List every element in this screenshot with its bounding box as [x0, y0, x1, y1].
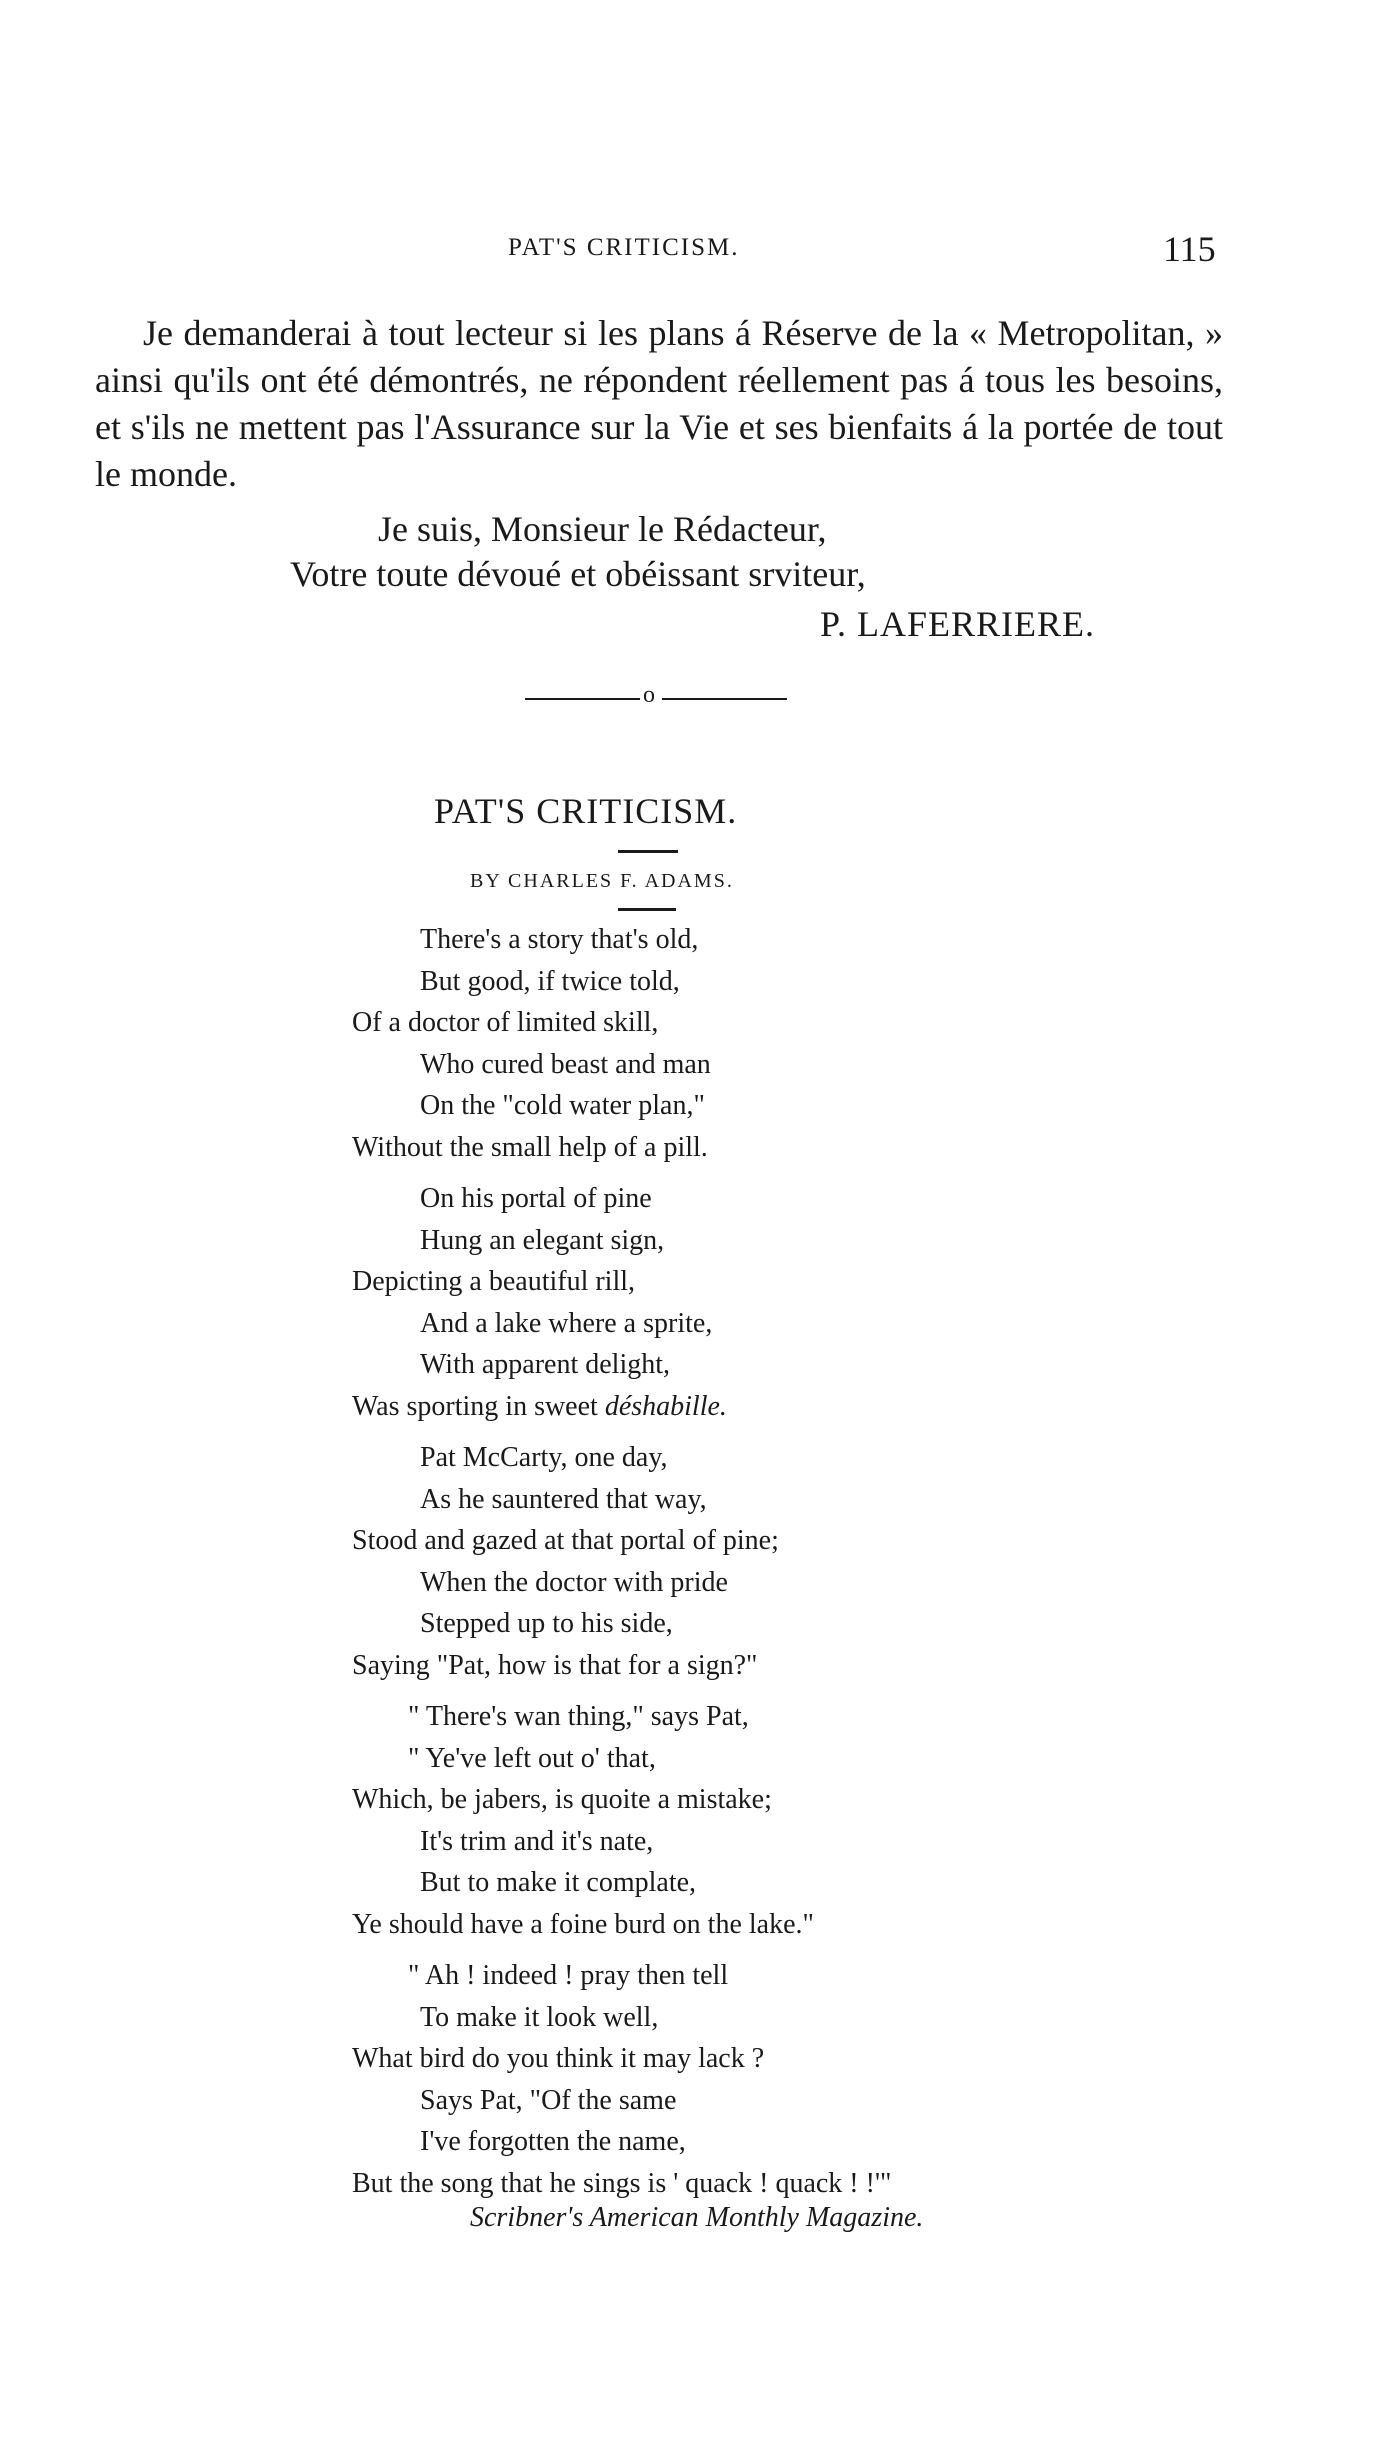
poem-line: There's a story that's old,: [420, 924, 699, 955]
poem-line: Stood and gazed at that portal of pine;: [352, 1525, 779, 1556]
poem-line: On the "cold water plan,": [420, 1090, 705, 1121]
poem-line: And a lake where a sprite,: [420, 1308, 713, 1339]
poem-line: " Ah ! indeed ! pray then tell: [408, 1960, 729, 1991]
poem-line: On his portal of pine: [420, 1183, 652, 1214]
title-rule: [618, 850, 678, 853]
running-title: PAT'S CRITICISM.: [508, 234, 740, 261]
letter-signature: P. LAFERRIERE.: [820, 604, 1096, 644]
letter-closing-salutation: Je suis, Monsieur le Rédacteur,: [378, 509, 827, 549]
poem-line: Without the small help of a pill.: [352, 1132, 708, 1163]
letter-body: [95, 310, 1223, 498]
section-separator: [525, 684, 790, 714]
poem-line: As he sauntered that way,: [420, 1484, 707, 1515]
poem-line: But good, if twice told,: [420, 966, 680, 997]
poem-line: " There's wan thing," says Pat,: [408, 1701, 749, 1732]
poem-line: But the song that he sings is ' quack ! quack ! !'": [352, 2168, 892, 2199]
poem-line: I've forgotten the name,: [420, 2126, 686, 2157]
separator-line-left: [525, 698, 640, 700]
poem-title: PAT'S CRITICISM.: [434, 791, 738, 831]
poem-line: It's trim and it's nate,: [420, 1826, 654, 1857]
poem-line: Was sporting in sweet déshabille.: [352, 1391, 727, 1422]
poem-line: Who cured beast and man: [420, 1049, 711, 1080]
letter-closing-formula: Votre toute dévoué et obéissant srviteur,: [290, 554, 866, 594]
poem-line: Of a doctor of limited skill,: [352, 1007, 659, 1038]
poem-line: When the doctor with pride: [420, 1567, 728, 1598]
byline-rule: [618, 908, 676, 911]
separator-line-right: [662, 698, 787, 700]
separator-mark: o: [643, 682, 655, 708]
poem-line: Stepped up to his side,: [420, 1608, 673, 1639]
page-number: 115: [1163, 229, 1216, 269]
poem-attribution: Scribner's American Monthly Magazine.: [470, 2202, 924, 2233]
poem-line: Saying "Pat, how is that for a sign?": [352, 1650, 758, 1681]
poem-line: Says Pat, "Of the same: [420, 2085, 677, 2116]
poem-line: Hung an elegant sign,: [420, 1225, 665, 1256]
poem-line: Which, be jabers, is quoite a mistake;: [352, 1784, 772, 1815]
running-head: [0, 228, 1378, 268]
poem-byline: BY CHARLES F. ADAMS.: [470, 870, 734, 892]
poem-line: " Ye've left out o' that,: [408, 1743, 656, 1774]
letter-paragraph: Je demanderai à tout lecteur si les plans á Réserve de la « Metropolitan, » ainsi qu'ils ont été démontrés, ne répondent réellement pas á tous les besoins, et s'ils ne mettent pas l'Assurance sur la Vie et ses bienfaits á la portée de tout le monde.: [95, 313, 1223, 494]
poem-line: What bird do you think it may lack ?: [352, 2043, 765, 2074]
poem-line: Depicting a beautiful rill,: [352, 1266, 636, 1297]
poem-line: But to make it complate,: [420, 1867, 697, 1898]
poem-line: With apparent delight,: [420, 1349, 671, 1380]
poem-italic-word: déshabille.: [604, 1391, 727, 1422]
poem-line: Pat McCarty, one day,: [420, 1442, 668, 1473]
poem-line: To make it look well,: [420, 2002, 659, 2033]
poem-line: Ye should have a foine burd on the lake.": [352, 1909, 814, 1940]
